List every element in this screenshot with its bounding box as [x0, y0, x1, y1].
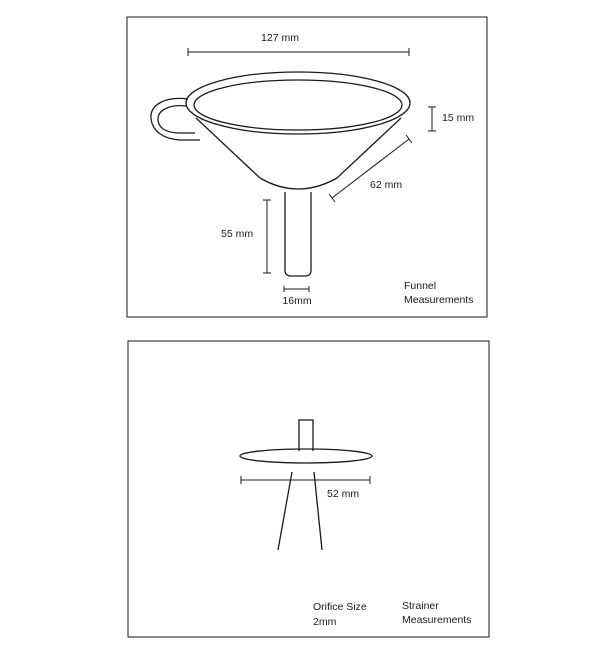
- funnel-caption-line1: Funnel: [404, 280, 437, 292]
- width-label: 127 mm: [261, 32, 299, 44]
- strainer-panel-frame: [128, 341, 489, 637]
- funnel-caption-line2: Measurements: [404, 294, 474, 306]
- orifice-label-line1: Orifice Size: [313, 601, 367, 613]
- spout-width-label: 16mm: [282, 295, 312, 307]
- diameter-label: 52 mm: [327, 488, 360, 500]
- strainer-panel: [128, 341, 489, 637]
- funnel-panel-frame: [127, 17, 487, 317]
- strainer-caption-line2: Measurements: [402, 614, 472, 626]
- spout-width-dimension: [282, 286, 311, 307]
- cone-slant-label: 62 mm: [370, 179, 403, 191]
- funnel-panel: [127, 17, 487, 317]
- spout-length-label: 55 mm: [221, 228, 254, 240]
- orifice-label-line2: 2mm: [313, 616, 337, 628]
- rim-height-label: 15 mm: [442, 112, 475, 124]
- strainer-caption-line1: Strainer: [402, 600, 439, 612]
